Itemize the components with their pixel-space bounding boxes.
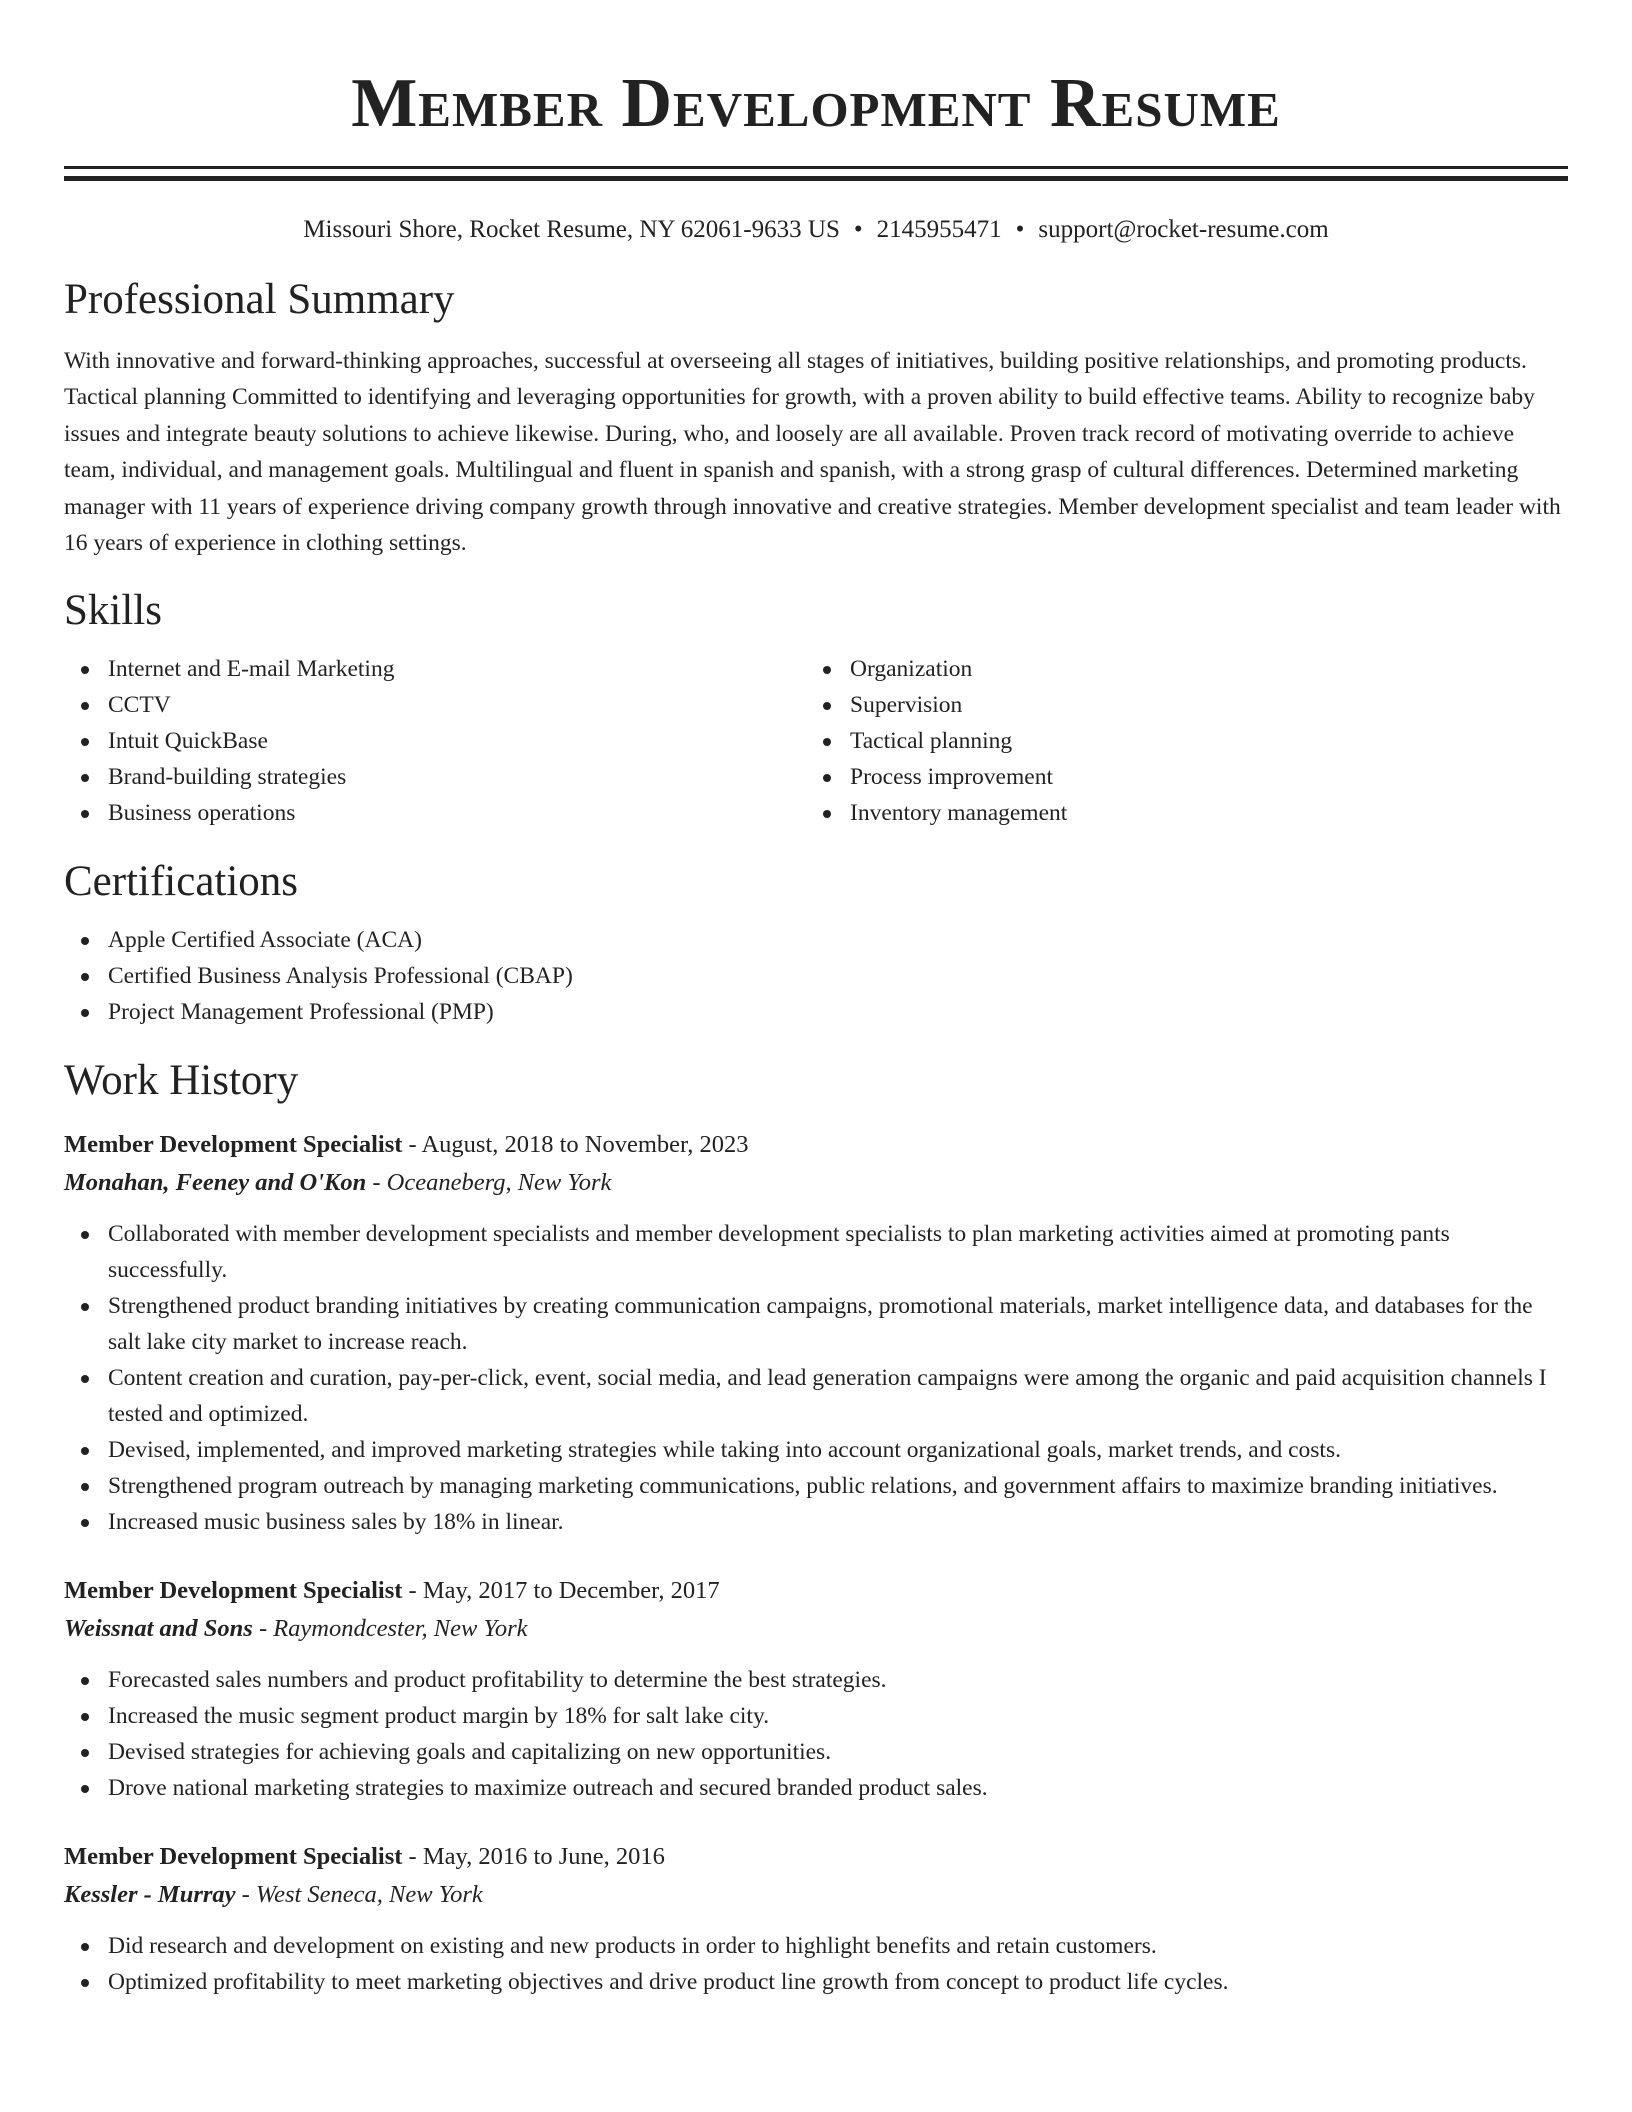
skill-label: Inventory management [850,800,1068,827]
work-history-heading: Work History [64,1057,299,1105]
bullet-icon [823,702,831,710]
list-item [806,651,1548,687]
job-bullet-text: Content creation and curation, pay-per-click, event, social media, and lead generation campaigns were among the organic and paid acquisition channels I tested and optimized. [108,1365,1547,1428]
job-bullet-text: Devised, implemented, and improved marketing strategies while taking into account organizational goals, market trends, and costs. [108,1437,1341,1464]
contact-email: support@rocket-resume.com [1038,216,1329,243]
list-item [64,922,1568,958]
work-history-section [64,1056,1568,2000]
job-bullet-text: Forecasted sales numbers and product profitability to determine the best strategies. [108,1667,887,1694]
bullet-icon [81,1009,89,1017]
list-item [64,651,806,687]
list-item [806,723,1548,759]
skill-label: Intuit QuickBase [108,728,268,755]
list-item [64,795,806,831]
bullet-icon [81,702,89,710]
skills-grid [64,651,1568,831]
list-item [64,1964,1568,2000]
bullet-icon [81,937,89,945]
list-item [64,1216,1568,1288]
job-dates: - August, 2018 to November, 2023 [402,1131,749,1159]
skills-list-left [64,651,806,831]
job-location: - Raymondcester, New York [252,1615,528,1643]
resume-title: Member Development Resume [351,65,1281,142]
job-bullet-text: Did research and development on existing and new products in order to highlight benefits and retain customers. [108,1933,1157,1960]
bullet-icon [81,774,89,782]
job-title-line [64,1126,1568,1164]
contact-separator: • [1015,216,1025,243]
bullet-icon [823,810,831,818]
job-bullet-text: Increased the music segment product margin by 18% for salt lake city. [108,1703,770,1730]
job-company-line [64,1610,1568,1648]
bullet-icon [81,1447,89,1455]
bullet-icon [81,1979,89,1987]
bullet-icon [81,1483,89,1491]
bullet-icon [81,666,89,674]
job-title-line [64,1838,1568,1876]
list-item [64,958,1568,994]
bullet-icon [81,973,89,981]
certification-label: Apple Certified Associate (ACA) [108,927,422,954]
summary-section [64,275,1568,561]
job-role: Member Development Specialist [64,1843,403,1871]
certifications-heading: Certifications [64,858,299,906]
bullet-icon [81,810,89,818]
skill-label: Process improvement [850,764,1053,791]
skills-heading: Skills [64,587,162,635]
job-company: Monahan, Feeney and O'Kon [64,1169,367,1197]
job-entry [64,1126,1568,1540]
bullet-icon [823,738,831,746]
bullet-icon [823,774,831,782]
job-bullet-text: Collaborated with member development specialists and member development specialists to plan marketing activities aimed at promoting pants successfully. [108,1221,1450,1284]
skills-section [64,586,1568,831]
skills-list-right [806,651,1548,831]
skill-label: Brand-building strategies [108,764,347,791]
certifications-list [64,922,1568,1030]
list-item [64,723,806,759]
skill-label: Organization [850,656,973,683]
bullet-icon [81,1231,89,1239]
list-item [806,795,1548,831]
job-dates: - May, 2016 to June, 2016 [402,1843,665,1871]
list-item [64,1504,1568,1540]
job-role: Member Development Specialist [64,1131,403,1159]
bullet-icon [81,1943,89,1951]
bullet-icon [81,1375,89,1383]
skill-label: Business operations [108,800,296,827]
list-item [64,1432,1568,1468]
list-item [64,1468,1568,1504]
title-rule-thin [64,166,1568,169]
contact-phone: 2145955471 [876,216,1002,243]
bullet-icon [81,1519,89,1527]
job-company-line [64,1164,1568,1202]
job-entry [64,1838,1568,2000]
list-item [64,1698,1568,1734]
job-role: Member Development Specialist [64,1577,403,1605]
skills-column-right [806,651,1548,831]
bullet-icon [81,1303,89,1311]
skill-label: Tactical planning [850,728,1013,755]
summary-heading: Professional Summary [64,276,455,323]
job-bullet-text: Strengthened product branding initiatives by creating communication campaigns, promotional materials, market intelligence data, and databases for the salt lake city market to increase reach. [108,1293,1533,1356]
job-bullet-text: Drove national marketing strategies to maximize outreach and secured branded product sales. [108,1775,988,1802]
list-item [64,1928,1568,1964]
certification-label: Certified Business Analysis Professional (CBAP) [108,963,573,990]
job-bullet-text: Increased music business sales by 18% in linear. [108,1509,564,1536]
job-title-line [64,1572,1568,1610]
job-bullet-text: Strengthened program outreach by managing marketing communications, public relations, and government affairs to maximize branding initiatives. [108,1473,1498,1500]
job-entry [64,1572,1568,1806]
bullet-icon [81,1785,89,1793]
title-rule-thick [64,176,1568,181]
list-item [64,1734,1568,1770]
list-item [64,1662,1568,1698]
job-bullet-text: Optimized profitability to meet marketing objectives and drive product line growth from concept to product life cycles. [108,1969,1229,1996]
bullet-icon [81,1749,89,1757]
list-item [64,994,1568,1030]
list-item [64,1288,1568,1360]
list-item [64,759,806,795]
bullet-icon [81,738,89,746]
bullet-icon [81,1677,89,1685]
list-item [806,687,1548,723]
summary-text: With innovative and forward-thinking approaches, successful at overseeing all stages of initiatives, building positive relationships, and promoting products. Tactical planning Committed to identifying and leveraging opportunities for growth, with a proven ability to build effective teams. Ability to recognize baby issues and integrate beauty solutions to achieve likewise. During, who, and loosely are all available. Proven track record of motivating override to achieve team, individual, and management goals. Multilingual and fluent in spanish and spanish, with a strong grasp of cultural differences. Determined marketing manager with 11 years of experience driving company growth through innovative and creative strategies. Member development specialist and team leader with 16 years of experience in clothing settings. [64,348,1561,557]
certifications-section [64,857,1568,1030]
job-bullet-text: Devised strategies for achieving goals and capitalizing on new opportunities. [108,1739,832,1766]
job-bullets [64,1662,1568,1806]
list-item [64,1770,1568,1806]
skills-column-left [64,651,806,831]
job-company: Kessler - Murray [64,1881,236,1909]
job-bullets [64,1216,1568,1540]
list-item [64,1360,1568,1432]
skill-label: Internet and E-mail Marketing [108,656,395,683]
contact-line [64,215,1568,245]
bullet-icon [823,666,831,674]
contact-separator: • [853,216,863,243]
job-bullets [64,1928,1568,2000]
skill-label: Supervision [850,692,963,719]
bullet-icon [81,1713,89,1721]
job-company-line [64,1876,1568,1914]
certification-label: Project Management Professional (PMP) [108,999,494,1026]
resume-page [64,0,1568,2000]
contact-address: Missouri Shore, Rocket Resume, NY 62061-9633 US [303,216,840,243]
skill-label: CCTV [108,692,171,719]
list-item [806,759,1548,795]
list-item [64,687,806,723]
job-location: - West Seneca, New York [235,1881,483,1909]
job-company: Weissnat and Sons [64,1615,253,1643]
job-location: - Oceaneberg, New York [366,1169,612,1197]
job-dates: - May, 2017 to December, 2017 [402,1577,720,1605]
